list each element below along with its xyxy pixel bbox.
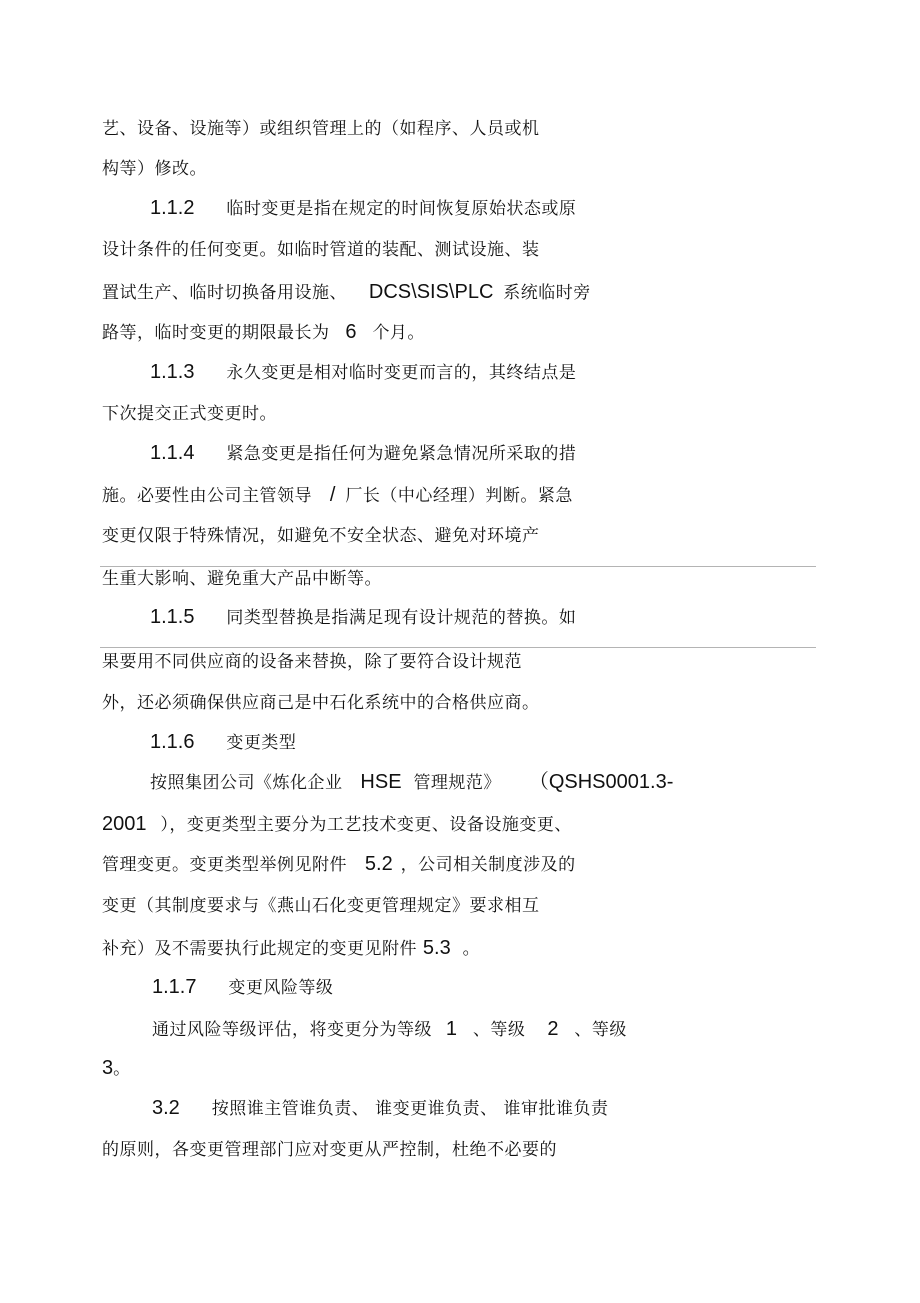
text-segment: 置试生产、临时切换备用设施、 [102,283,347,303]
text-segment: 系统临时旁 [503,283,591,303]
paragraph-line: 设计条件的任何变更。如临时管道的装配、测试设施、装 [102,240,540,260]
text-segment: 补充）及不需要执行此规定的变更见附件 [102,939,417,959]
section-text: 变更风险等级 [228,978,334,998]
section-1-1-7 [152,976,333,999]
paragraph-line [152,1018,627,1041]
level-number: 3 [102,1057,114,1079]
section-text: 同类型替换是指满足现有设计规范的替换。如 [226,608,577,628]
paragraph-line: 艺、设备、设施等）或组织管理上的（如程序、人员或机 [102,119,540,139]
text-segment: 按照集团公司《炼化企业 [150,773,343,793]
section-number: 1.1.3 [150,361,195,383]
level-number: 2 [547,1018,559,1040]
section-1-1-5 [150,606,576,629]
section-1-1-3 [150,361,576,384]
text-segment: 。 [462,939,481,959]
abbreviation: HSE [360,771,402,793]
paragraph-line: 生重大影响、避免重大产品中断等。 [102,569,382,589]
text-segment: 、等级 [574,1020,627,1040]
section-text: 紧急变更是指任何为避免紧急情况所采取的措 [226,444,577,464]
paragraph-line: 变更仅限于特殊情况，如避免不安全状态、避免对环境产 [102,526,540,546]
section-number: 3.2 [152,1097,180,1119]
text-segment: 路等，临时变更的期限最长为 [102,323,330,343]
section-number: 1.1.5 [150,606,195,628]
text-segment: 管理规范》 [413,773,501,793]
text-segment: ，公司相关制度涉及的 [400,855,576,875]
number-value: 6 [345,321,357,343]
text-segment: 管理变更。变更类型举例见附件 [102,855,347,875]
section-number: 1.1.7 [152,976,197,998]
paragraph-line [102,484,573,507]
section-1-1-4 [150,442,576,465]
annex-reference: 5.2 [364,853,393,875]
text-segment: 、等级 [472,1020,526,1040]
paragraph-line: 果要用不同供应商的设备来替换，除了要符合设计规范 [102,652,522,672]
level-number: 1 [445,1018,458,1040]
section-number: 1.1.2 [150,197,195,219]
paragraph-line: 下次提交正式变更时。 [102,404,277,424]
paragraph-line [102,281,591,304]
paragraph-line: 的原则，各变更管理部门应对变更从严控制，杜绝不必要的 [102,1140,557,1160]
paragraph-line [150,771,673,794]
text-segment: 通过风险等级评估，将变更分为等级 [152,1020,432,1040]
paragraph-line [102,321,425,344]
paragraph-line [102,853,576,876]
slash: / [329,484,336,506]
horizontal-rule [100,566,816,567]
section-1-1-6 [150,731,296,754]
paragraph-line: 变更（其制度要求与《燕山石化变更管理规定》要求相互 [102,896,540,916]
paragraph-line [102,937,480,960]
section-3-2 [152,1097,609,1120]
text-segment: 厂长（中心经理）判断。紧急 [345,486,573,506]
annex-reference: 5.3 [422,937,451,959]
paragraph-line: 外，还必须确保供应商己是中石化系统中的合格供应商。 [102,693,540,713]
paragraph-line [102,1057,131,1080]
section-text: 永久变更是相对临时变更而言的，其终结点是 [226,363,577,383]
section-1-1-2 [150,197,576,220]
text-segment: 。 [113,1059,131,1079]
system-names: DCS\SIS\PLC [368,281,494,303]
text-segment: ），变更类型主要分为工艺技术变更、设备设施变更、 [160,815,572,835]
paragraph-line: 构等）修改。 [102,159,207,179]
section-text: 临时变更是指在规定的时间恢复原始状态或原 [226,199,577,219]
section-number: 1.1.4 [150,442,195,464]
standard-code: （QSHS0001.3- [528,771,674,793]
section-text: 按照谁主管谁负责、 谁变更谁负责、 谁审批谁负责 [211,1099,609,1119]
standard-year: 2001 [102,813,147,835]
text-segment: 施。必要性由公司主管领导 [102,486,312,506]
section-number: 1.1.6 [150,731,195,753]
text-segment: 个月。 [372,323,425,343]
horizontal-rule [100,647,816,648]
paragraph-line [102,813,572,836]
section-text: 变更类型 [226,733,297,753]
